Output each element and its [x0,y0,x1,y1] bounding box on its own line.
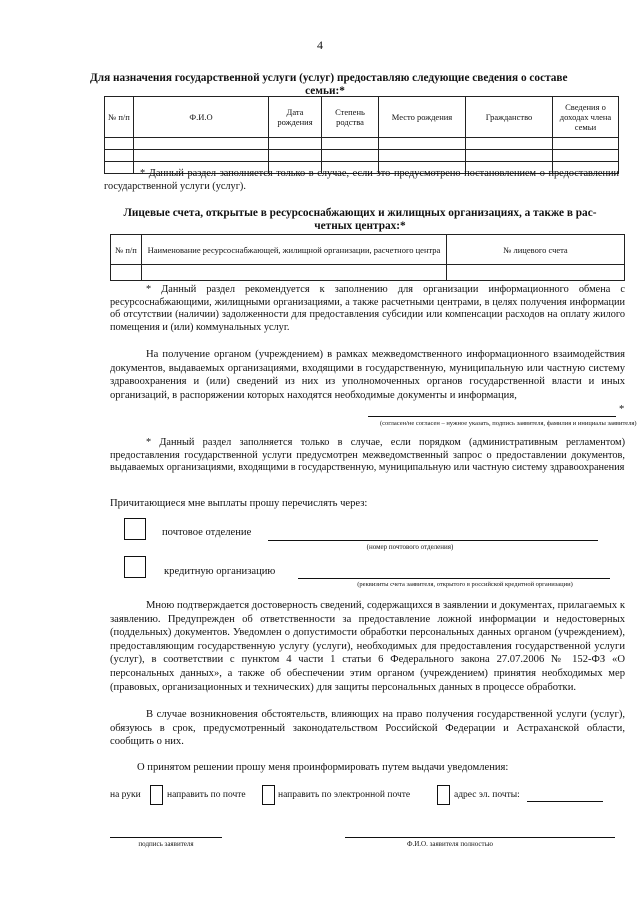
credit-label: кредитную организацию [164,566,276,577]
accounts-col-account: № лицевого счета [447,235,625,265]
accounts-heading-line1: Лицевые счета, открытые в ресурсоснабжающих и жилищных организациях, а также в рас- [123,207,597,219]
page-number: 4 [317,38,323,52]
family-col-name: Ф.И.О [134,97,269,138]
postal-input[interactable] [268,540,598,541]
consent-note: * Данный раздел заполняется только в случае, если порядком (административным регламентом) предоставления государственной услуги предусмотрен межведомственный запрос о предоставлении документов, выдаваемых организациями, входящими в государственную, муниципальную или частную систему здравоохранения [110,437,625,474]
postal-label: почтовое отделение [162,527,252,538]
consent-end-mark: * [619,404,625,415]
accounts-col-num: № п/п [111,235,142,265]
table-row [111,265,625,281]
email-address-input[interactable] [527,801,603,802]
notify-hand-label: на руки [110,790,141,800]
signature-line[interactable] [110,837,222,838]
accounts-col-org: Наименование ресурсоснабжающей, жилищной организации, расчетного центра [142,235,447,265]
notify-post-checkbox[interactable] [262,785,275,805]
confirmation-paragraph-2: В случае возникновения обстоятельств, влияющих на право получения государственной услуги (услуг), обязуюсь в срок, предусмотренный законодательством Российской Федерации и Астраханской области, сообщить о них. [110,709,625,748]
accounts-table [110,234,625,281]
family-heading-line1: Для назначения государственной услуги (услуг) предоставляю следующие сведения о составе [90,72,568,84]
notify-email-label: направить по электронной почте [278,790,411,800]
accounts-note: * Данный раздел рекомендуется к заполнению для организации информационного обмена с ресурсоснабжающими, жилищными организациями, а также расчетными центрами, в целях получения информации об отсутствии (наличии) задолженности для предоставления субсидии или компенсации расходов на оплату жилого помещения и (или) коммунальных услуг. [110,284,625,333]
notification-title: О принятом решении прошу меня проинформировать путем выдачи уведомления: [137,762,509,773]
family-note: * Данный раздел заполняется только в случае, если это предусмотрено постановлением о предоставлении государственной услуги (услуг). [104,168,619,192]
notify-email-checkbox[interactable] [437,785,450,805]
family-heading [90,72,568,98]
signature-label: подпись заявителя [138,840,194,848]
notify-post-label: направить по почте [167,790,246,800]
family-col-citizenship: Гражданство [466,97,553,138]
full-name-line[interactable] [345,837,615,838]
family-table [104,96,619,174]
credit-hint: (реквизиты счета заявителя, открытого в российской кредитной организации) [357,581,573,588]
consent-hint: (согласен/не согласен – нужное указать, подпись заявителя, фамилия и инициалы заявителя) [380,420,637,427]
notify-hand-checkbox[interactable] [150,785,163,805]
credit-checkbox[interactable] [124,556,146,578]
table-row [105,138,619,150]
confirmation-paragraph-1: Мною подтверждается достоверность сведений, содержащихся в заявлении и документах, прилагаемых к заявлению. Предупрежден об ответственности за предоставление ложной информации и недостоверных (поддельных) документов. Уведомлен о допустимости обработки персональных данных органом (учреждением), предоставляющим государственную услугу (услуги), необходимых для предоставления государственной услуги (услуг), в соответствии с пунктом 4 части 1 статьи 6 Федерального закона 27.07.2006 № 152-ФЗ «О персональных данных», а также об обеспечении этим органом (учреждением) принятия необходимых мер (правовых, организационных и технических) для защиты персональных данных в процессе обработки. [110,600,625,693]
table-row [105,150,619,162]
accounts-heading [90,207,630,233]
notify-address-label: адрес эл. почты: [454,790,520,800]
family-col-relation: Степень родства [322,97,379,138]
consent-fill-line[interactable] [368,416,616,417]
accounts-heading-line2: четных центрах:* [314,220,406,232]
full-name-label: Ф.И.О. заявителя полностью [406,840,494,848]
family-col-birthdate: Дата рождения [269,97,322,138]
postal-hint: (номер почтового отделения) [366,543,454,551]
credit-input[interactable] [298,578,610,579]
payments-title: Причитающиеся мне выплаты прошу перечислять через: [110,498,368,509]
family-col-num: № п/п [105,97,134,138]
consent-paragraph [110,348,625,402]
family-col-income: Сведения о доходах члена семьи [553,97,619,138]
postal-checkbox[interactable] [124,518,146,540]
family-heading-line2: семьи:* [305,85,345,97]
consent-text: На получение органом (учреждением) в рамках межведомственного информационного взаимодействия документов, выдаваемых организациями, входящими в государственную, муниципальную или частную систему здравоохранения и (или) сведений из них из уполномоченных органов государственной власти и иных организаций, в распоряжении которых находятся необходимые документы и информация, [110,349,625,401]
family-col-birthplace: Место рождения [379,97,466,138]
